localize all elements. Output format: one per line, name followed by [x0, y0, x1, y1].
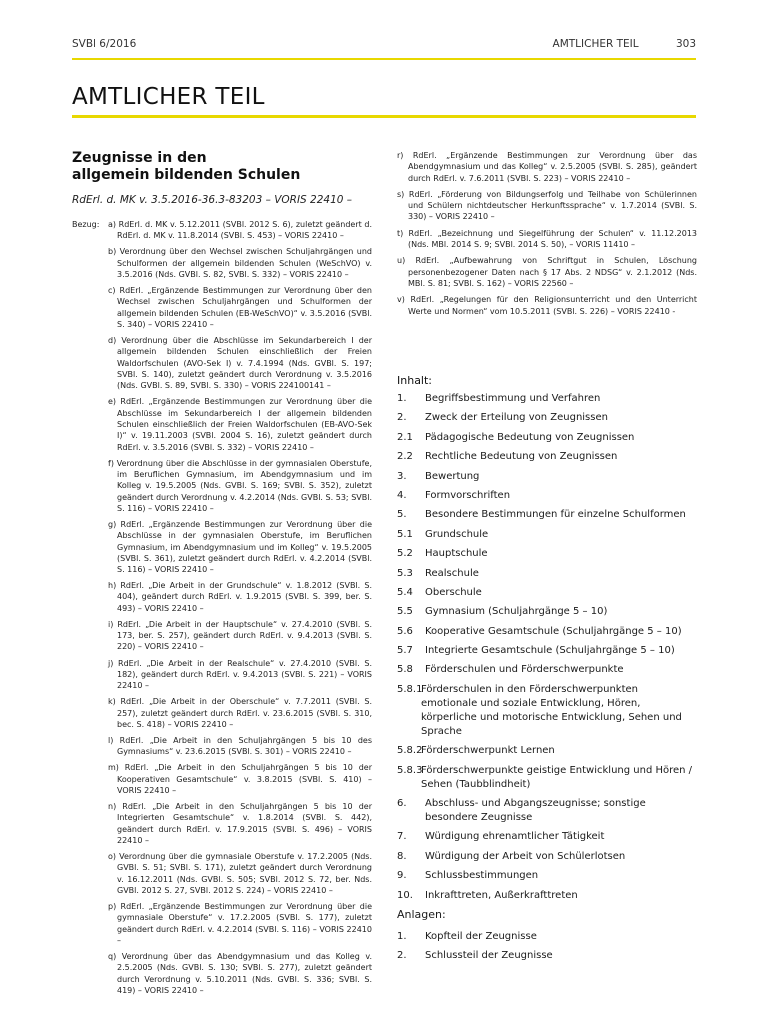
attachment-number: 1. — [397, 930, 407, 942]
toc-number: 5.8.3 — [397, 764, 423, 776]
toc-number: 8. — [397, 850, 407, 862]
toc-entry — [397, 547, 697, 561]
reference-list-left — [72, 219, 372, 996]
toc-entry — [397, 744, 697, 758]
bezug-label: Bezug: — [72, 220, 100, 229]
header-rule — [72, 58, 696, 60]
toc-entry — [397, 797, 697, 825]
toc-number: 5.5 — [397, 606, 413, 618]
toc-number: 5.8.1 — [397, 683, 423, 695]
reference-item: t) RdErl. „Bezeichnung und Siegelführung der Schulen“ v. 11.12.2013 (Nds. MBl. 2014 S. 9; SVBl. 2014 S. 50), – VORIS 11410 – — [397, 228, 697, 250]
toc-title: Abschluss- und Abgangszeugnisse; sonstige besondere Zeugnisse — [425, 798, 646, 824]
toc-number: 10. — [397, 889, 413, 901]
toc-number: 5.7 — [397, 645, 413, 657]
journal-issue: SVBl 6/2016 — [72, 38, 137, 50]
toc-number: 5.4 — [397, 586, 413, 598]
reference-item: m) RdErl. „Die Arbeit in den Schuljahrgängen 5 bis 10 der Kooperativen Gesamtschule“ v. 3.8.2015 (SVBl. S. 410) – VORIS 22410 – — [108, 763, 372, 795]
toc-entry — [397, 470, 697, 484]
contents-heading: Inhalt: — [397, 374, 433, 387]
reference-item: o) Verordnung über die gymnasiale Oberstufe v. 17.2.2005 (Nds. GVBl. S. 51; SVBl. S. 171), zuletzt geändert durch Verordnung v. 16.12.2011 (Nds. GVBl. S. 505; SVBl. 2012 S. 72, ber. Nds. GVBl. 2012 S. 27, SVBl. 2012 S. 224) – VORIS 22410 – — [108, 852, 372, 895]
toc-number: 2.2 — [397, 451, 413, 463]
toc-title: Rechtliche Bedeutung von Zeugnissen — [425, 451, 618, 463]
page-title: AMTLICHER TEIL — [72, 84, 265, 110]
toc-entry — [397, 644, 697, 658]
toc-number: 9. — [397, 870, 407, 882]
toc-title: Gymnasium (Schuljahrgänge 5 – 10) — [425, 606, 608, 618]
reference-item: v) RdErl. „Regelungen für den Religionsunterricht und den Unterricht Werte und Normen“ vom 10.5.2011 (SVBl. S. 226) – VORIS 22410 - — [397, 295, 697, 316]
reference-item: f) Verordnung über die Abschlüsse in der gymnasialen Oberstufe, im Beruflichen Gymnasium, im Abendgymnasium und im Kolleg v. 19.5.2005 (Nds. GVBl. S. 169; SVBl. S. 352), zuletzt geändert durch Verordnung v. 4.2.2014 (Nds. GVBl. S. 53; SVBl. S. 116) – VORIS 22410 – — [108, 458, 372, 513]
toc-entry — [397, 830, 697, 844]
header-section: AMTLICHER TEIL — [552, 38, 639, 50]
toc-title: Kooperative Gesamtschule (Schuljahrgänge 5 – 10) — [425, 625, 682, 637]
toc-number: 2.1 — [397, 431, 413, 443]
attachment-number: 2. — [397, 950, 407, 962]
toc-entry — [397, 528, 697, 542]
right-column-references — [397, 150, 697, 322]
toc-title: Inkrafttreten, Außerkrafttreten — [425, 889, 578, 901]
toc-title: Realschule — [425, 567, 479, 579]
reference-item: u) RdErl. „Aufbewahrung von Schriftgut in Schulen, Löschung personenbezogener Daten nach § 17 Abs. 2 NDSG“ v. 2.1.2012 (Nds. MBl. S. 81; SVBl. S. 162) – VORIS 22560 – — [397, 256, 697, 288]
toc-title: Schlussbestimmungen — [425, 870, 539, 882]
toc-title: Begriffsbestimmung und Verfahren — [425, 393, 601, 404]
toc-title: Würdigung ehrenamtlicher Tätigkeit — [425, 831, 605, 843]
reference-list-right — [397, 150, 697, 317]
toc-title: Integrierte Gesamtschule (Schuljahrgänge 5 – 10) — [425, 645, 675, 657]
toc-number: 5. — [397, 509, 407, 521]
toc-entry — [397, 411, 697, 425]
article-reference: RdErl. d. MK v. 3.5.2016-36.3-83203 – VORIS 22410 – — [72, 194, 353, 206]
toc-title: Zweck der Erteilung von Zeugnissen — [425, 412, 608, 424]
reference-item: n) RdErl. „Die Arbeit in den Schuljahrgängen 5 bis 10 der Integrierten Gesamtschule“ v. 1.8.2014 (SVBl. S. 442), geändert durch RdErl. v. 17.9.2015 (SVBl. S. 496) – VORIS 22410 – — [108, 802, 372, 845]
toc-number: 1. — [397, 393, 407, 404]
toc-entry — [397, 431, 697, 445]
reference-item: h) RdErl. „Die Arbeit in der Grundschule“ v. 1.8.2012 (SVBl. S. 404), geändert durch RdErl. v. 1.9.2015 (SVBl. S. 399, ber. S. 493) – VORIS 22410 – — [108, 581, 372, 613]
toc-entry — [397, 850, 697, 864]
toc-entry — [397, 567, 697, 581]
header-right — [553, 38, 696, 50]
toc-entry — [397, 625, 697, 639]
article-title — [72, 150, 372, 184]
toc-title: Förderschulen in den Förderschwerpunkten emotionale und soziale Entwicklung, Hören, körperliche und motorische Entwicklung, Sehen und Sprache — [421, 683, 682, 737]
reference-item: s) RdErl. „Förderung von Bildungserfolg und Teilhabe von Schülerinnen und Schülern nichtdeutscher Herkunftssprache“ v. 1.7.2014 (SVBl. S. 330) – VORIS 22410 – — [397, 189, 697, 222]
reference-item: q) Verordnung über das Abendgymnasium und das Kolleg v. 2.5.2005 (Nds. GVBl. S. 130; SVBl. S. 277), zuletzt geändert durch Verordnung v. 5.10.2011 (Nds. GVBl. S. 336; SVBl. S. 419) – VORIS 22410 – — [108, 951, 372, 995]
toc-title: Formvorschriften — [425, 489, 511, 501]
reference-item: d) Verordnung über die Abschlüsse im Sekundarbereich I der allgemein bildenden Schulen einschließlich der Freien Waldorfschulen (AVO-Sek I) v. 7.4.1994 (Nds. GVBl. S. 197; SVBl. S. 140), zuletzt geändert durch Verordnung v. 3.5.2016 (Nds. GVBl. S. 89, SVBl. S. 330) – VORIS 224100141 – — [108, 336, 372, 391]
reference-item: a) RdErl. d. MK v. 5.12.2011 (SVBl. 2012 S. 6), zuletzt geändert d. RdErl. d. MK v. 11.8.2014 (SVBl. S. 453) – VORIS 22410 – — [108, 220, 372, 241]
attachments-heading: Anlagen: — [397, 907, 446, 921]
toc-entry — [397, 489, 697, 503]
toc-number: 5.1 — [397, 528, 413, 540]
toc-title: Förderschwerpunkte geistige Entwicklung und Hören / Sehen (Taubblindheit) — [421, 764, 693, 790]
toc-entry — [397, 869, 697, 883]
toc-number: 6. — [397, 798, 407, 810]
toc-title: Bewertung — [425, 470, 480, 482]
attachment-entry — [397, 949, 697, 963]
toc-entry — [397, 663, 697, 677]
attachment-entry — [397, 930, 697, 944]
toc-entry — [397, 683, 697, 739]
article-title-line-1: Zeugnisse in den — [72, 150, 207, 166]
toc-title: Förderschwerpunkt Lernen — [421, 745, 555, 757]
toc-number: 3. — [397, 470, 407, 482]
page-number: 303 — [675, 38, 696, 50]
reference-item: e) RdErl. „Ergänzende Bestimmungen zur Verordnung über die Abschlüsse im Sekundarbereich I der allgemein bildenden Schulen einschließlich der Freien Waldorfschulen (EB-AVO-Sek I)“ v. 19.11.2003 (SVBl. 2004 S. 16), zuletzt geändert durch RdErl. v. 3.5.2016 (SVBl. S. 332) – VORIS 22410 – — [108, 397, 372, 452]
reference-item: b) Verordnung über den Wechsel zwischen Schuljahrgängen und Schulformen der allgemein bildenden Schulen (WeSchVO) v. 3.5.2016 (Nds. GVBl. S. 82, SVBl. S. 332) – VORIS 22410 – — [108, 247, 372, 279]
left-column — [72, 150, 372, 1001]
reference-item: j) RdErl. „Die Arbeit in der Realschule“ v. 27.4.2010 (SVBl. S. 182), geändert durch RdErl. v. 9.4.2013 (SVBl. S. 221) – VORIS 22410 – — [108, 658, 372, 691]
reference-item: i) RdErl. „Die Arbeit in der Hauptschule“ v. 27.4.2010 (SVBl. S. 173, ber. S. 257), geändert durch RdErl. v. 9.4.2013 (SVBl. S. 220) – VORIS 22410 – — [108, 619, 372, 652]
running-header — [72, 38, 696, 52]
bezug-block — [72, 219, 372, 996]
reference-item: c) RdErl. „Ergänzende Bestimmungen zur Verordnung über den Wechsel zwischen Schuljahrgängen und Schulformen der allgemein bildenden Schulen (EB-WeSchVO)“ v. 3.5.2016 (SVBl. S. 340) – VORIS 22410 – — [108, 286, 372, 329]
toc-entry — [397, 508, 697, 522]
toc-number: 5.3 — [397, 567, 413, 579]
attachment-title: Kopfteil der Zeugnisse — [425, 930, 537, 942]
toc-title: Grundschule — [425, 528, 489, 540]
toc-title: Würdigung der Arbeit von Schülerlotsen — [425, 850, 626, 862]
toc-entry — [397, 764, 697, 792]
toc-number: 5.2 — [397, 548, 413, 560]
reference-item: r) RdErl. „Ergänzende Bestimmungen zur Verordnung über das Abendgymnasium und das Kolleg“ v. 2.5.2005 (SVBl. S. 285), geändert durch RdErl. v. 7.6.2011 (SVBl. S. 223) – VORIS 22410 – — [397, 151, 697, 183]
reference-item: k) RdErl. „Die Arbeit in der Oberschule“ v. 7.7.2011 (SVBl. S. 257), zuletzt geändert durch RdErl. v. 23.6.2015 (SVBl. S. 310, bec. S. 418) – VORIS 22410 – — [108, 697, 372, 729]
toc-number: 4. — [397, 489, 407, 501]
table-of-contents — [397, 392, 697, 969]
toc-title: Pädagogische Bedeutung von Zeugnissen — [425, 431, 635, 443]
article-title-line-2: allgemein bildenden Schulen — [72, 167, 301, 183]
toc-entry — [397, 605, 697, 619]
reference-item: g) RdErl. „Ergänzende Bestimmungen zur Verordnung über die Abschlüsse in der gymnasialen Oberstufe, im Beruflichen Gymnasium, im Abendgymnasium und im Kolleg“ v. 19.5.2005 (SVBl. S. 361), zuletzt geändert durch RdErl. v. 4.2.2014 (SVBl. S. 116) – VORIS 22410 – — [108, 519, 372, 575]
toc-number: 5.8.2 — [397, 745, 423, 757]
toc-title: Oberschule — [425, 586, 482, 598]
toc-entry — [397, 392, 697, 406]
attachment-title: Schlussteil der Zeugnisse — [425, 950, 553, 962]
reference-item: p) RdErl. „Ergänzende Bestimmungen zur Verordnung über die gymnasiale Oberstufe“ v. 17.2.2005 (SVBl. S. 177), zuletzt geändert durch RdErl. v. 4.2.2014 (SVBl. S. 116) – VORIS 22410 – — [108, 901, 372, 945]
reference-item: l) RdErl. „Die Arbeit in den Schuljahrgängen 5 bis 10 des Gymnasiums“ v. 23.6.2015 (SVBl. S. 301) – VORIS 22410 – — [108, 735, 372, 757]
title-rule — [72, 115, 696, 118]
toc-number: 5.6 — [397, 625, 413, 637]
toc-entry — [397, 450, 697, 464]
toc-entry — [397, 889, 697, 903]
toc-number: 2. — [397, 412, 407, 424]
toc-entry — [397, 586, 697, 600]
toc-title: Hauptschule — [425, 548, 488, 560]
toc-title: Förderschulen und Förderschwerpunkte — [425, 664, 624, 676]
toc-number: 7. — [397, 831, 407, 843]
toc-number: 5.8 — [397, 664, 413, 676]
toc-title: Besondere Bestimmungen für einzelne Schulformen — [425, 509, 686, 521]
